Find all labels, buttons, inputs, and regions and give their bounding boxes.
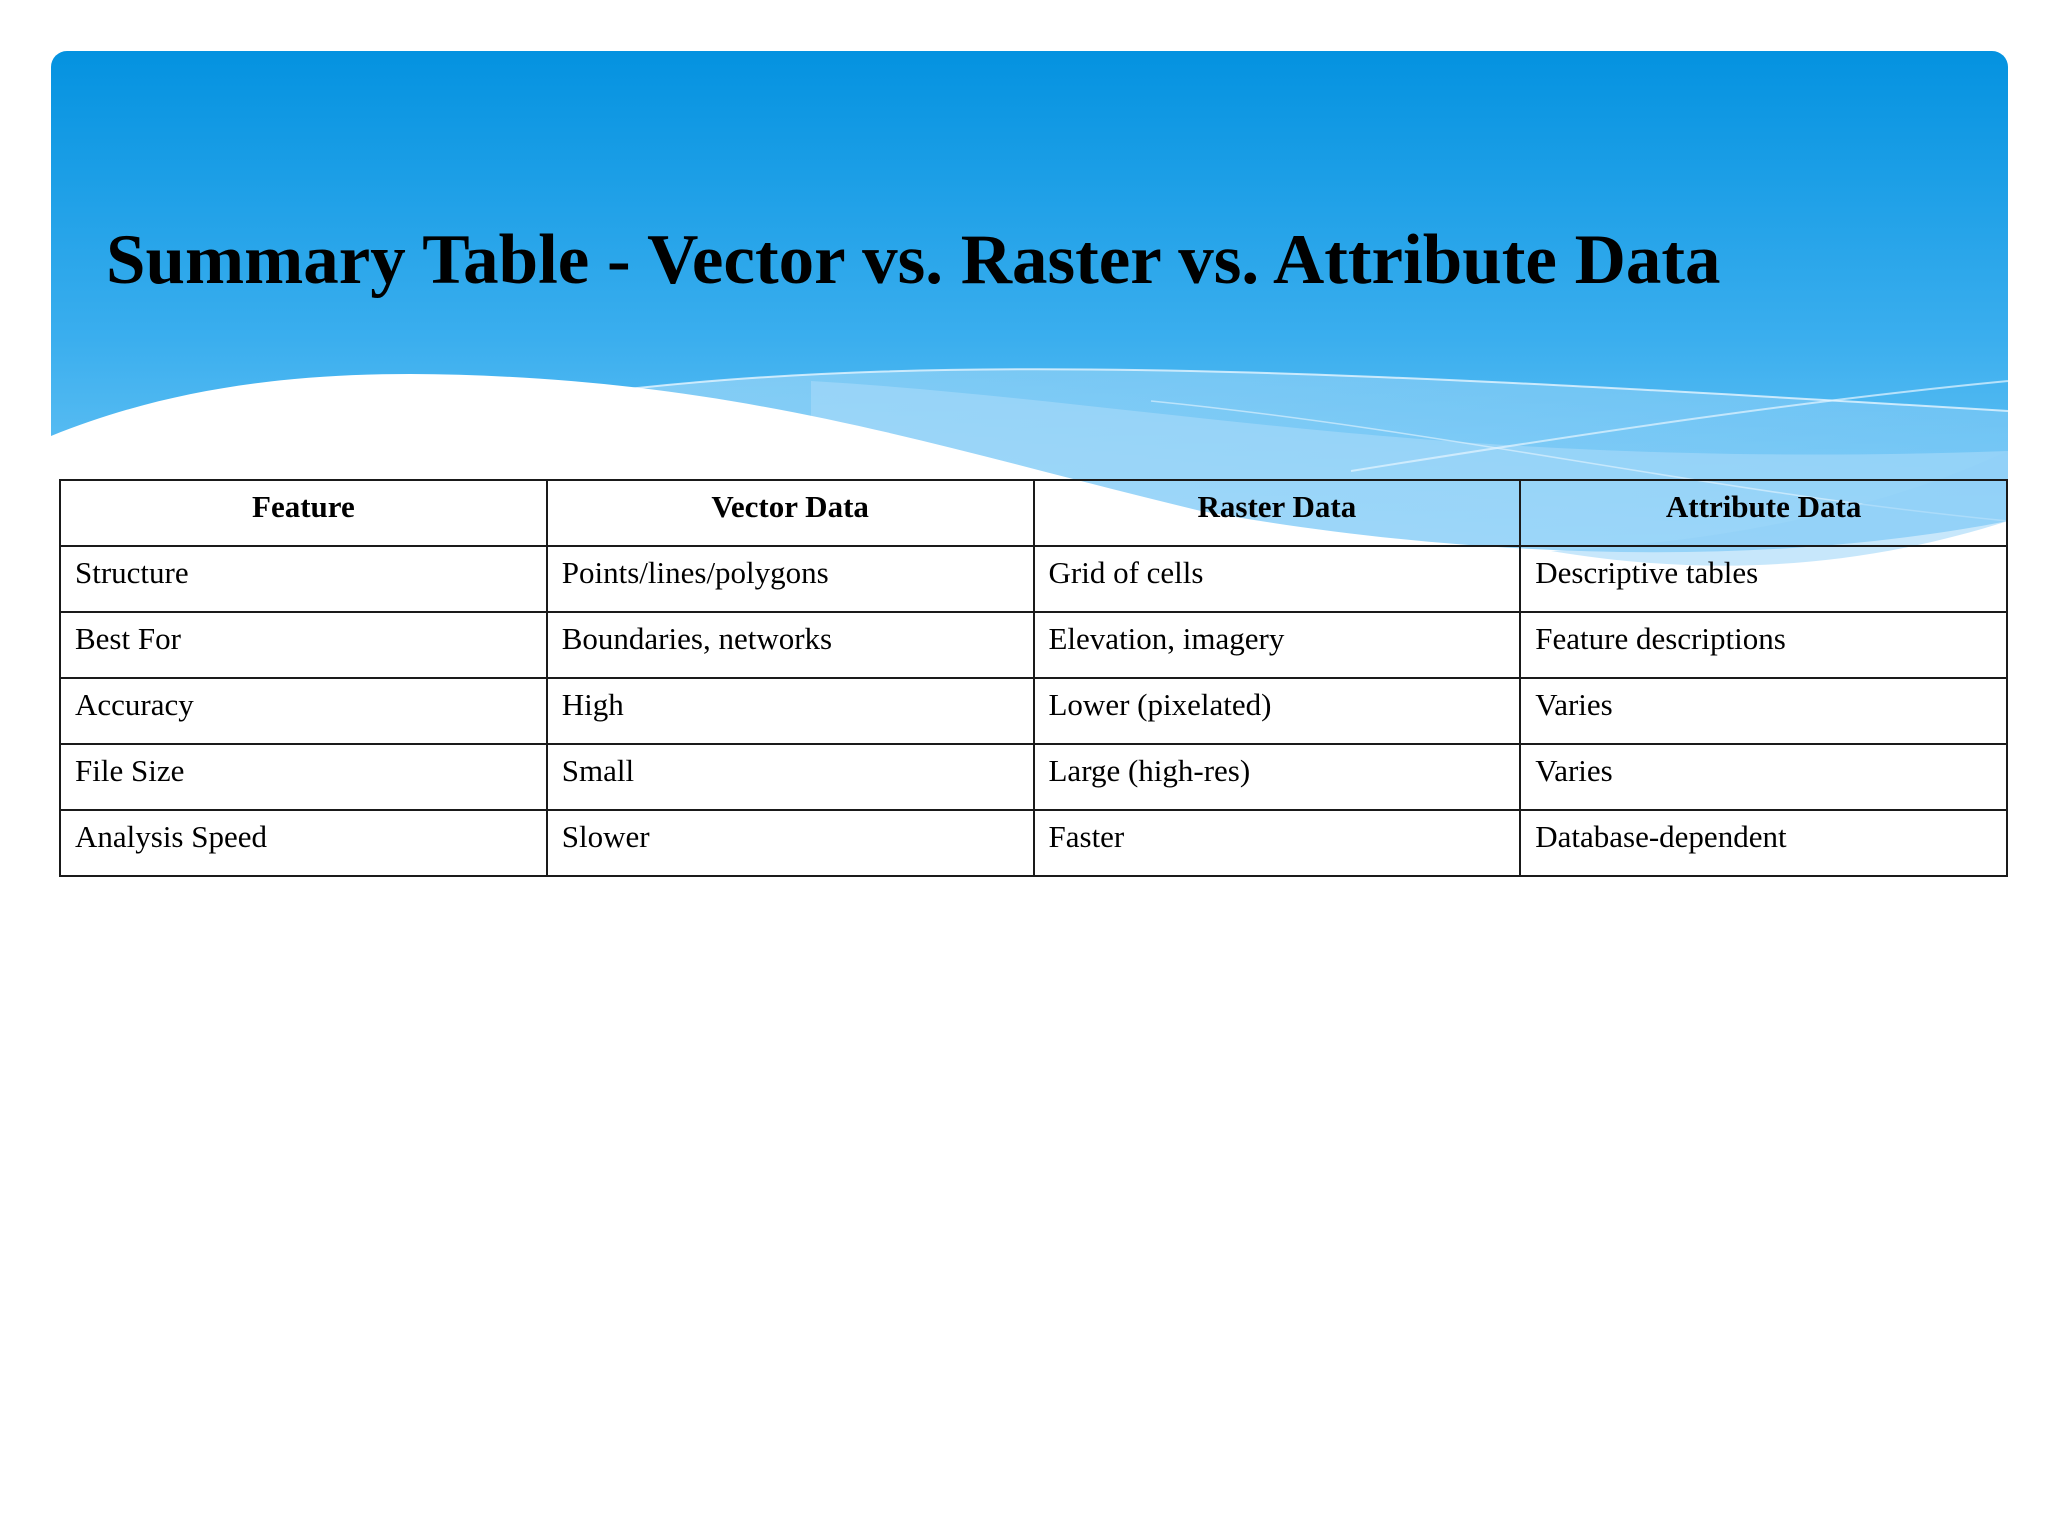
cell-attribute: Feature descriptions [1520, 612, 2007, 678]
cell-raster: Faster [1034, 810, 1521, 876]
table-row [60, 678, 2007, 744]
summary-table-container [59, 479, 2008, 877]
cell-raster: Lower (pixelated) [1034, 678, 1521, 744]
cell-attribute: Varies [1520, 744, 2007, 810]
cell-feature: Best For [60, 612, 547, 678]
cell-raster: Elevation, imagery [1034, 612, 1521, 678]
table-row [60, 612, 2007, 678]
summary-table [59, 479, 2008, 877]
cell-feature: Analysis Speed [60, 810, 547, 876]
cell-vector: Small [547, 744, 1034, 810]
cell-vector: Boundaries, networks [547, 612, 1034, 678]
cell-feature: Accuracy [60, 678, 547, 744]
header-feature: Feature [60, 480, 547, 546]
table-row [60, 546, 2007, 612]
slide-title: Summary Table - Vector vs. Raster vs. Attribute Data [106, 221, 1721, 299]
cell-raster: Grid of cells [1034, 546, 1521, 612]
cell-feature: Structure [60, 546, 547, 612]
header-attribute-data: Attribute Data [1520, 480, 2007, 546]
cell-attribute: Varies [1520, 678, 2007, 744]
cell-vector: High [547, 678, 1034, 744]
cell-attribute: Descriptive tables [1520, 546, 2007, 612]
table-row [60, 810, 2007, 876]
table-header-row [60, 480, 2007, 546]
header-raster-data: Raster Data [1034, 480, 1521, 546]
cell-vector: Points/lines/polygons [547, 546, 1034, 612]
table-row [60, 744, 2007, 810]
cell-attribute: Database-dependent [1520, 810, 2007, 876]
cell-raster: Large (high-res) [1034, 744, 1521, 810]
header-vector-data: Vector Data [547, 480, 1034, 546]
cell-feature: File Size [60, 744, 547, 810]
cell-vector: Slower [547, 810, 1034, 876]
